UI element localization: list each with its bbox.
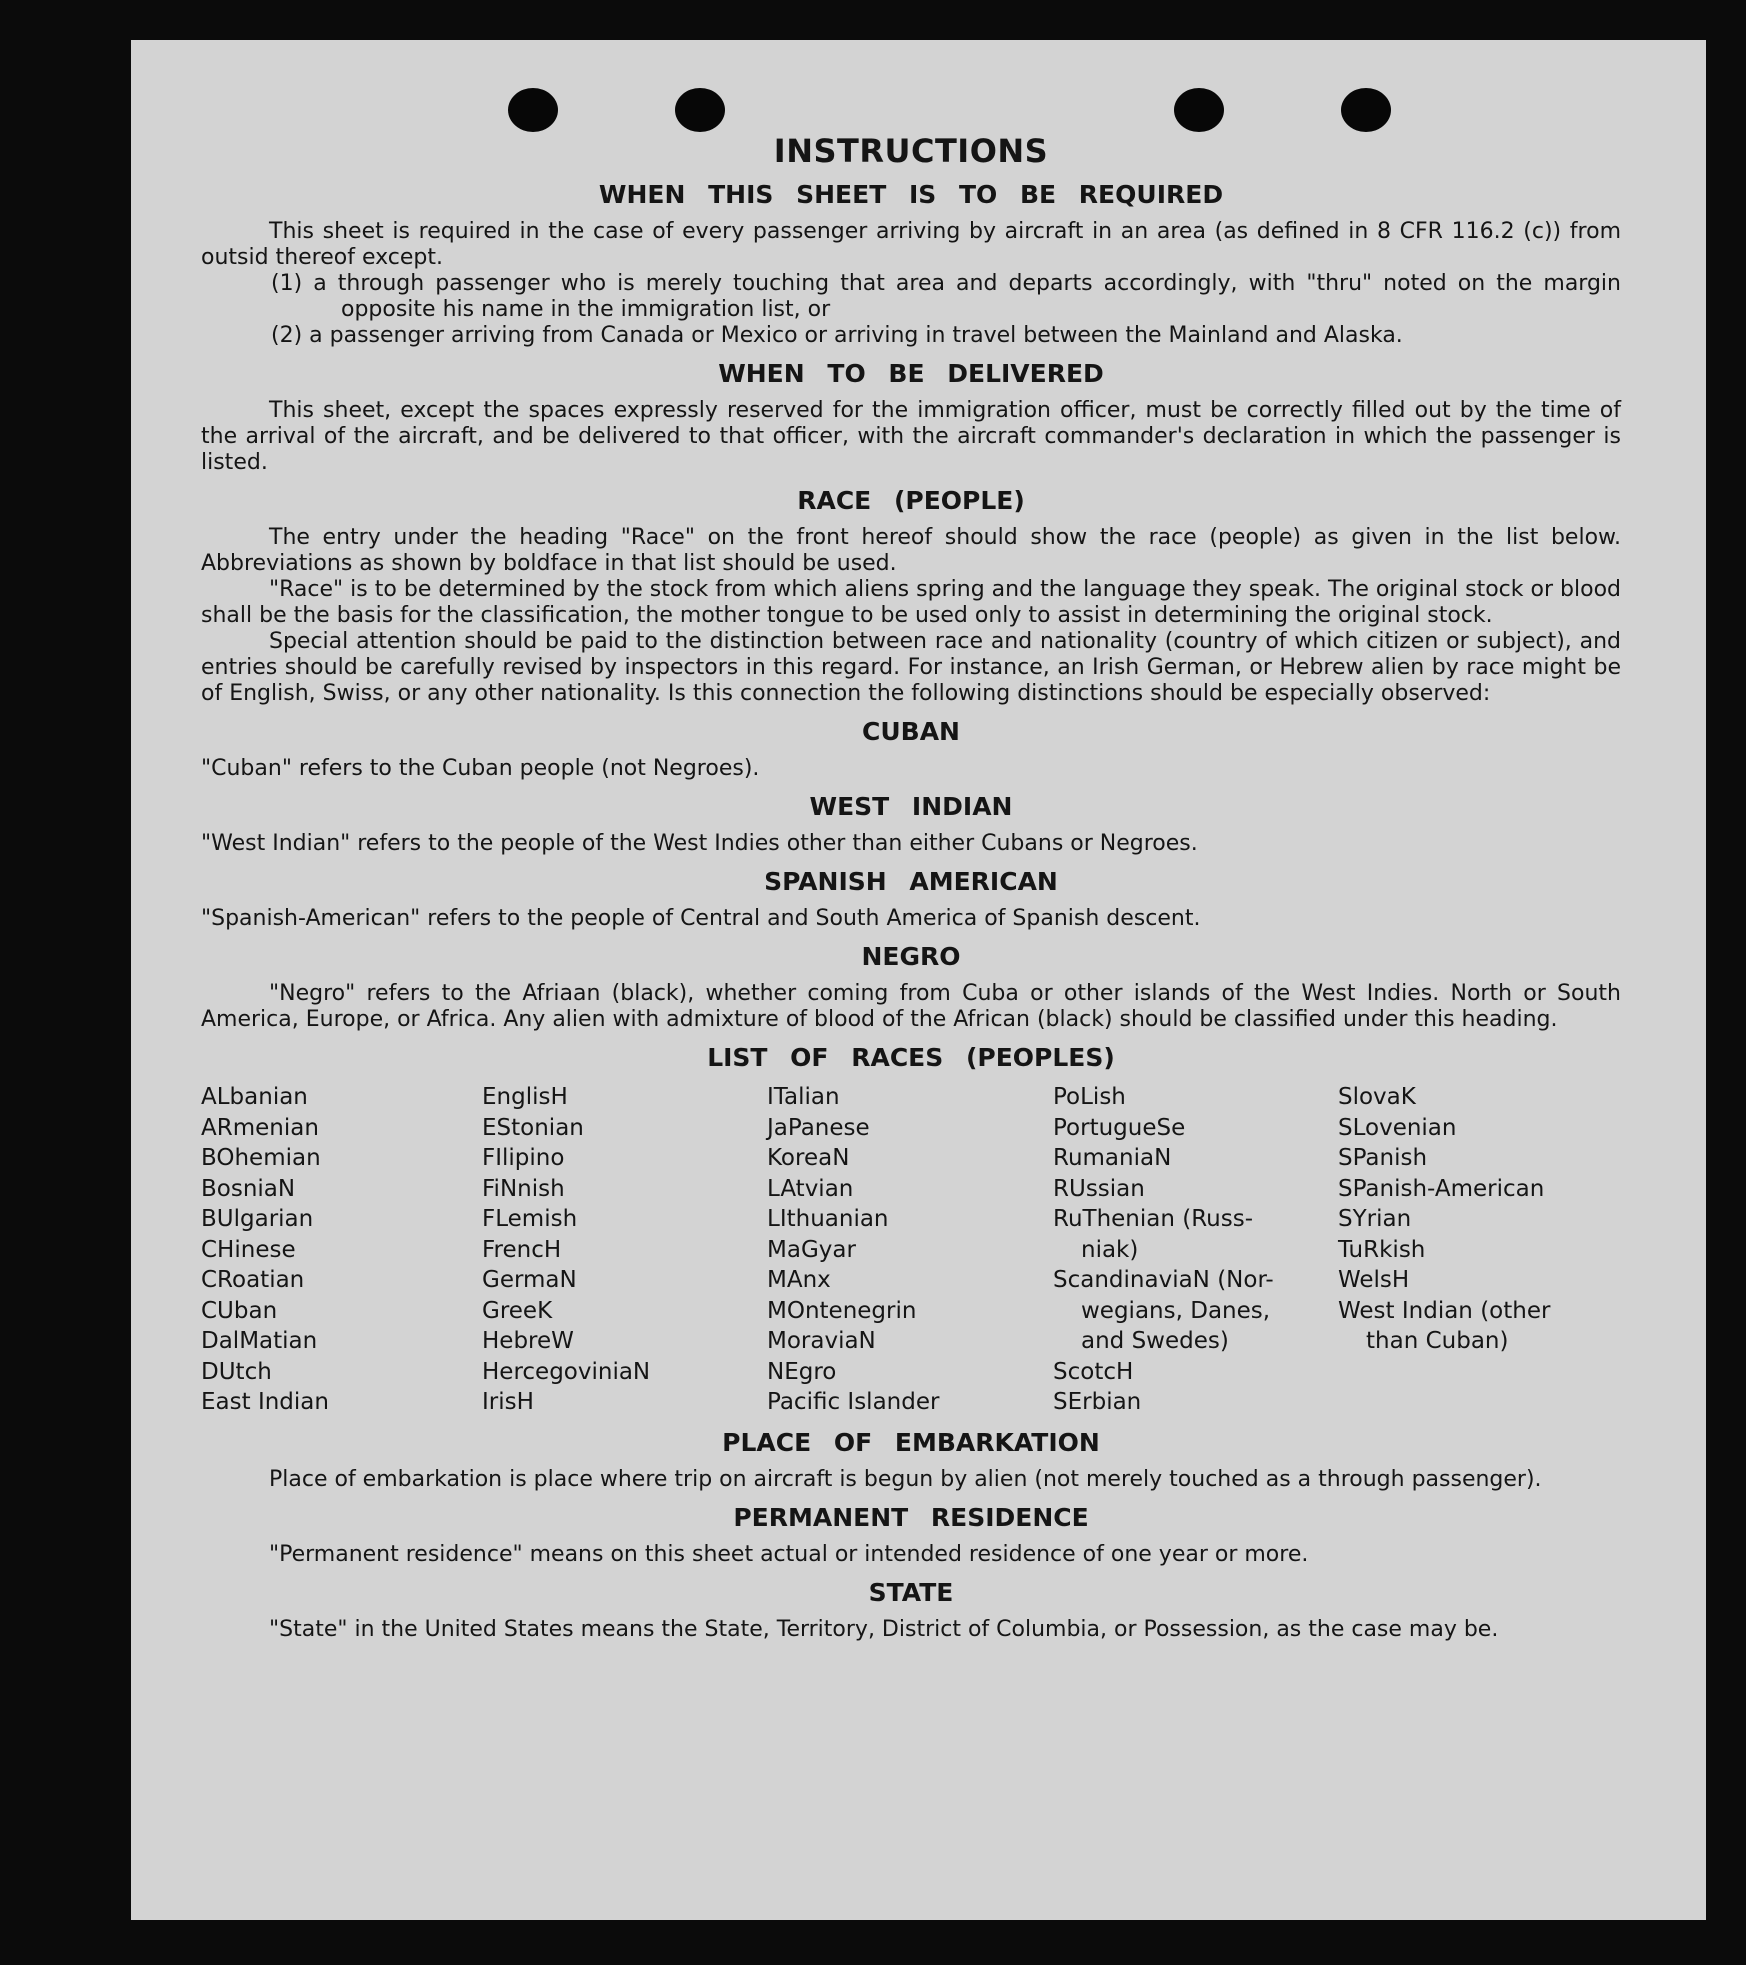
race-entry: PortugueSe xyxy=(1053,1114,1186,1141)
race-entry: SLovenian xyxy=(1338,1114,1457,1141)
race-entry: KoreaN xyxy=(767,1145,850,1171)
race-paragraph-2: "Race" is to be determined by the stock from which aliens spring and the language they speak. The original stock or blood shall be the basis for the classification, the mother tongue to be used only to assist in determining the original stock. xyxy=(201,577,1621,628)
race-entry: FrencH xyxy=(482,1236,562,1263)
race-entry: EnglisH xyxy=(482,1084,568,1110)
race-entry: East Indian xyxy=(201,1389,329,1415)
races-column xyxy=(1053,1082,1338,1418)
punch-hole xyxy=(1341,88,1391,132)
race-entry: MOntenegrin xyxy=(767,1297,917,1324)
race-entry: RUssian xyxy=(1053,1175,1145,1202)
instructions-body xyxy=(201,130,1621,1643)
required-intro: This sheet is required in the case of every passenger arriving by aircraft in an area (as defined in 8 CFR 116.2 (c)) from outsid thereof except. xyxy=(201,219,1621,270)
race-entry: RuThenian (Russ- xyxy=(1053,1206,1254,1232)
delivered-text: This sheet, except the spaces expressly reserved for the immigration officer, must be correctly filled out by the time of the arrival of the aircraft, and be delivered to that officer, with the aircraft commander's declaration in which the passenger is listed. xyxy=(201,398,1621,475)
race-entry: NEgro xyxy=(767,1358,837,1385)
race-entry: FLemish xyxy=(482,1206,578,1232)
race-entry: PoLish xyxy=(1053,1084,1126,1110)
race-entry: ITalian xyxy=(767,1084,840,1110)
race-entry: GermaN xyxy=(482,1267,577,1293)
spanish-american-text: "Spanish-American" refers to the people of Central and South America of Spanish descent. xyxy=(201,906,1201,931)
race-entry: BOhemian xyxy=(201,1145,321,1171)
embarkation-text: Place of embarkation is place where trip on aircraft is begun by alien (not merely touched as a through passenger). xyxy=(269,1466,1542,1492)
race-entry: CUban xyxy=(201,1297,278,1324)
west-indian-text: "West Indian" refers to the people of the West Indies other than either Cubans or Negroes. xyxy=(201,831,1198,856)
race-entry: DalMatian xyxy=(201,1328,318,1354)
races-column xyxy=(482,1082,767,1418)
races-column xyxy=(1338,1082,1621,1418)
race-entry: MoraviaN xyxy=(767,1328,876,1354)
heading-cuban: CUBAN xyxy=(862,717,960,746)
heading-place-of-embarkation: PLACE OF EMBARKATION xyxy=(722,1427,1100,1457)
document-page xyxy=(131,40,1706,1920)
race-entry: LAtvian xyxy=(767,1175,854,1202)
race-entry: ScotcH xyxy=(1053,1358,1134,1385)
heading-when-delivered: WHEN TO BE DELIVERED xyxy=(718,359,1104,388)
race-entry: ScandinaviaN (Nor- xyxy=(1053,1267,1274,1293)
race-entry: Pacific Islander xyxy=(767,1389,940,1415)
race-entry: GreeK xyxy=(482,1297,553,1324)
race-entry: MAnx xyxy=(767,1267,831,1293)
negro-text: "Negro" refers to the Afriaan (black), whether coming from Cuba or other islands of the West Indies. North or South America, Europe, or Africa. Any alien with admixture of blood of the African (black) should be classified under this heading. xyxy=(201,981,1621,1032)
required-item-1: (1) a through passenger who is merely touching that area and departs accordingly, with "thru" noted on the margin opposite his name in the immigration list, or xyxy=(271,271,1621,322)
race-paragraph-1: The entry under the heading "Race" on the front hereof should show the race (people) as given in the list below. Abbreviations as shown by boldface in that list should be used. xyxy=(201,525,1621,576)
heading-west-indian: WEST INDIAN xyxy=(809,792,1013,821)
race-entry: BUlgarian xyxy=(201,1206,314,1232)
punch-hole xyxy=(1174,88,1224,132)
heading-when-required: WHEN THIS SHEET IS TO BE REQUIRED xyxy=(598,180,1224,209)
races-column xyxy=(201,1082,482,1418)
race-entry: DUtch xyxy=(201,1358,272,1385)
race-paragraph-3: Special attention should be paid to the distinction between race and nationality (country of which citizen or subject), and entries should be carefully revised by inspectors in this regard. For instance, an Irish German, or Hebrew alien by race might be of English, Swiss, or any other nationality. Is this connection the following distinctions should be especially observed: xyxy=(201,629,1621,706)
heading-race: RACE (PEOPLE) xyxy=(797,486,1025,515)
race-entry: IrisH xyxy=(482,1389,534,1415)
race-entry: ARmenian xyxy=(201,1114,319,1141)
race-entry: JaPanese xyxy=(767,1114,870,1141)
race-entry: CHinese xyxy=(201,1236,296,1263)
race-entry: HercegoviniaN xyxy=(482,1358,651,1385)
race-entry: FIlipino xyxy=(482,1145,565,1171)
race-entry: EStonian xyxy=(482,1114,584,1141)
race-entry: WelsH xyxy=(1338,1267,1410,1293)
race-entry: ALbanian xyxy=(201,1084,308,1110)
race-entry-continued: wegians, Danes, xyxy=(1081,1297,1271,1324)
heading-spanish-american: SPANISH AMERICAN xyxy=(764,867,1058,896)
heading-negro: NEGRO xyxy=(861,942,961,971)
page-title: INSTRUCTIONS xyxy=(773,132,1049,170)
heading-list-of-races: LIST OF RACES (PEOPLES) xyxy=(707,1043,1115,1072)
races-column xyxy=(767,1082,1053,1418)
race-entry: MaGyar xyxy=(767,1236,856,1263)
punch-hole xyxy=(508,88,558,132)
race-entry: FiNnish xyxy=(482,1175,565,1202)
race-entry-continued: and Swedes) xyxy=(1081,1328,1229,1354)
cuban-text: "Cuban" refers to the Cuban people (not Negroes). xyxy=(201,756,760,781)
race-entry: SPanish-American xyxy=(1338,1175,1545,1202)
race-entry: SPanish xyxy=(1338,1145,1428,1171)
heading-permanent-residence: PERMANENT RESIDENCE xyxy=(733,1502,1089,1532)
race-entry: West Indian (other xyxy=(1338,1297,1551,1324)
race-entry: SErbian xyxy=(1053,1389,1142,1415)
races-list xyxy=(201,1082,1621,1418)
residence-text: "Permanent residence" means on this sheet actual or intended residence of one year or more. xyxy=(269,1541,1309,1567)
race-entry-continued: than Cuban) xyxy=(1366,1328,1509,1354)
race-entry: SlovaK xyxy=(1338,1084,1416,1110)
race-entry: SYrian xyxy=(1338,1206,1412,1232)
race-entry: CRoatian xyxy=(201,1267,305,1293)
race-entry: RumaniaN xyxy=(1053,1145,1172,1171)
race-entry-continued: niak) xyxy=(1081,1236,1139,1263)
race-entry: HebreW xyxy=(482,1328,574,1354)
punch-hole xyxy=(675,88,725,132)
state-text: "State" in the United States means the State, Territory, District of Columbia, or Possession, as the case may be. xyxy=(269,1616,1499,1642)
race-entry: TuRkish xyxy=(1338,1236,1426,1263)
race-entry: LIthuanian xyxy=(767,1206,889,1232)
race-entry: BosniaN xyxy=(201,1175,296,1202)
required-item-2: (2) a passenger arriving from Canada or Mexico or arriving in travel between the Mainland and Alaska. xyxy=(271,323,1403,348)
heading-state: STATE xyxy=(868,1577,954,1607)
